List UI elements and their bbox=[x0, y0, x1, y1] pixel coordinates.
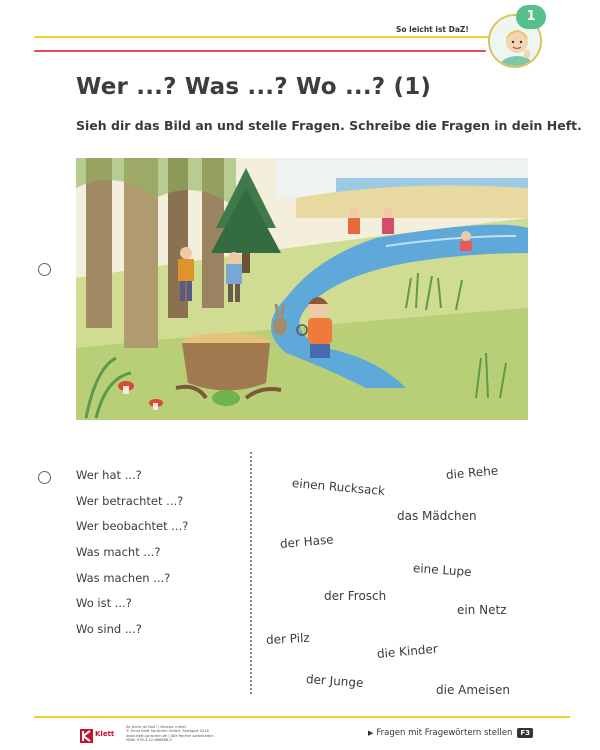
question-starter: Wer hat ...? bbox=[76, 468, 142, 482]
question-starter: Was macht ...? bbox=[76, 545, 161, 560]
question-starter: Wo sind ...? bbox=[76, 622, 142, 637]
topic-code-badge: F3 bbox=[517, 728, 533, 738]
klett-mark-icon bbox=[80, 729, 93, 743]
small-print-line: www.klett-sprachen.de | Alle Rechte vorbehalten bbox=[126, 733, 214, 738]
topic-text: Fragen mit Fragewörtern stellen bbox=[376, 728, 513, 738]
vocab-word: der Frosch bbox=[324, 589, 387, 603]
vocab-word: der Hase bbox=[279, 532, 335, 551]
small-print-line: So leicht ist DaZ! | Niveau: mittel bbox=[126, 725, 186, 729]
dotted-divider bbox=[250, 452, 252, 694]
vocab-word: der Junge bbox=[305, 672, 364, 690]
question-starter: Wer beobachtet ...? bbox=[76, 519, 189, 534]
vocab-word: eine Lupe bbox=[412, 561, 472, 580]
punch-hole-top bbox=[38, 263, 51, 276]
header-red-line bbox=[34, 50, 486, 52]
publisher-name: Klett bbox=[95, 730, 115, 738]
page-number-badge: 1 bbox=[516, 5, 546, 29]
footer-line bbox=[34, 716, 570, 718]
vocab-word: die Rehe bbox=[445, 463, 499, 482]
question-starter: Was machen ...? bbox=[76, 570, 171, 585]
small-print-line: ISBN: 978-3-12-666666-0 bbox=[126, 738, 172, 743]
klett-logo bbox=[80, 729, 114, 743]
series-title: So leicht ist DaZ! bbox=[396, 25, 469, 34]
vocab-word: die Ameisen bbox=[436, 683, 511, 697]
question-starter: Wer betrachtet ...? bbox=[76, 493, 184, 508]
page-title: Wer ...? Was ...? Wo ...? (1) bbox=[76, 74, 432, 100]
punch-hole-bottom bbox=[38, 471, 51, 484]
small-print-line: © Ernst Klett Sprachen GmbH, Stuttgart 2016 bbox=[126, 729, 209, 734]
vocab-word: der Pilz bbox=[265, 630, 310, 647]
topic-label bbox=[368, 728, 533, 738]
vocab-word: ein Netz bbox=[457, 603, 507, 617]
forest-scene-illustration bbox=[76, 158, 528, 420]
vocab-word: die Kinder bbox=[376, 641, 439, 661]
instruction-text: Sieh dir das Bild an und stelle Fragen. Schreibe die Fragen in dein Heft. bbox=[76, 118, 582, 133]
vocab-word: einen Rucksack bbox=[291, 476, 386, 499]
question-starter: Wo ist ...? bbox=[76, 596, 132, 611]
question-starter-list bbox=[76, 468, 188, 648]
header-yellow-line bbox=[34, 36, 504, 38]
vocab-word: das Mädchen bbox=[397, 509, 477, 523]
copyright-notice bbox=[126, 725, 236, 743]
play-arrow-icon: ▶ bbox=[368, 729, 374, 737]
